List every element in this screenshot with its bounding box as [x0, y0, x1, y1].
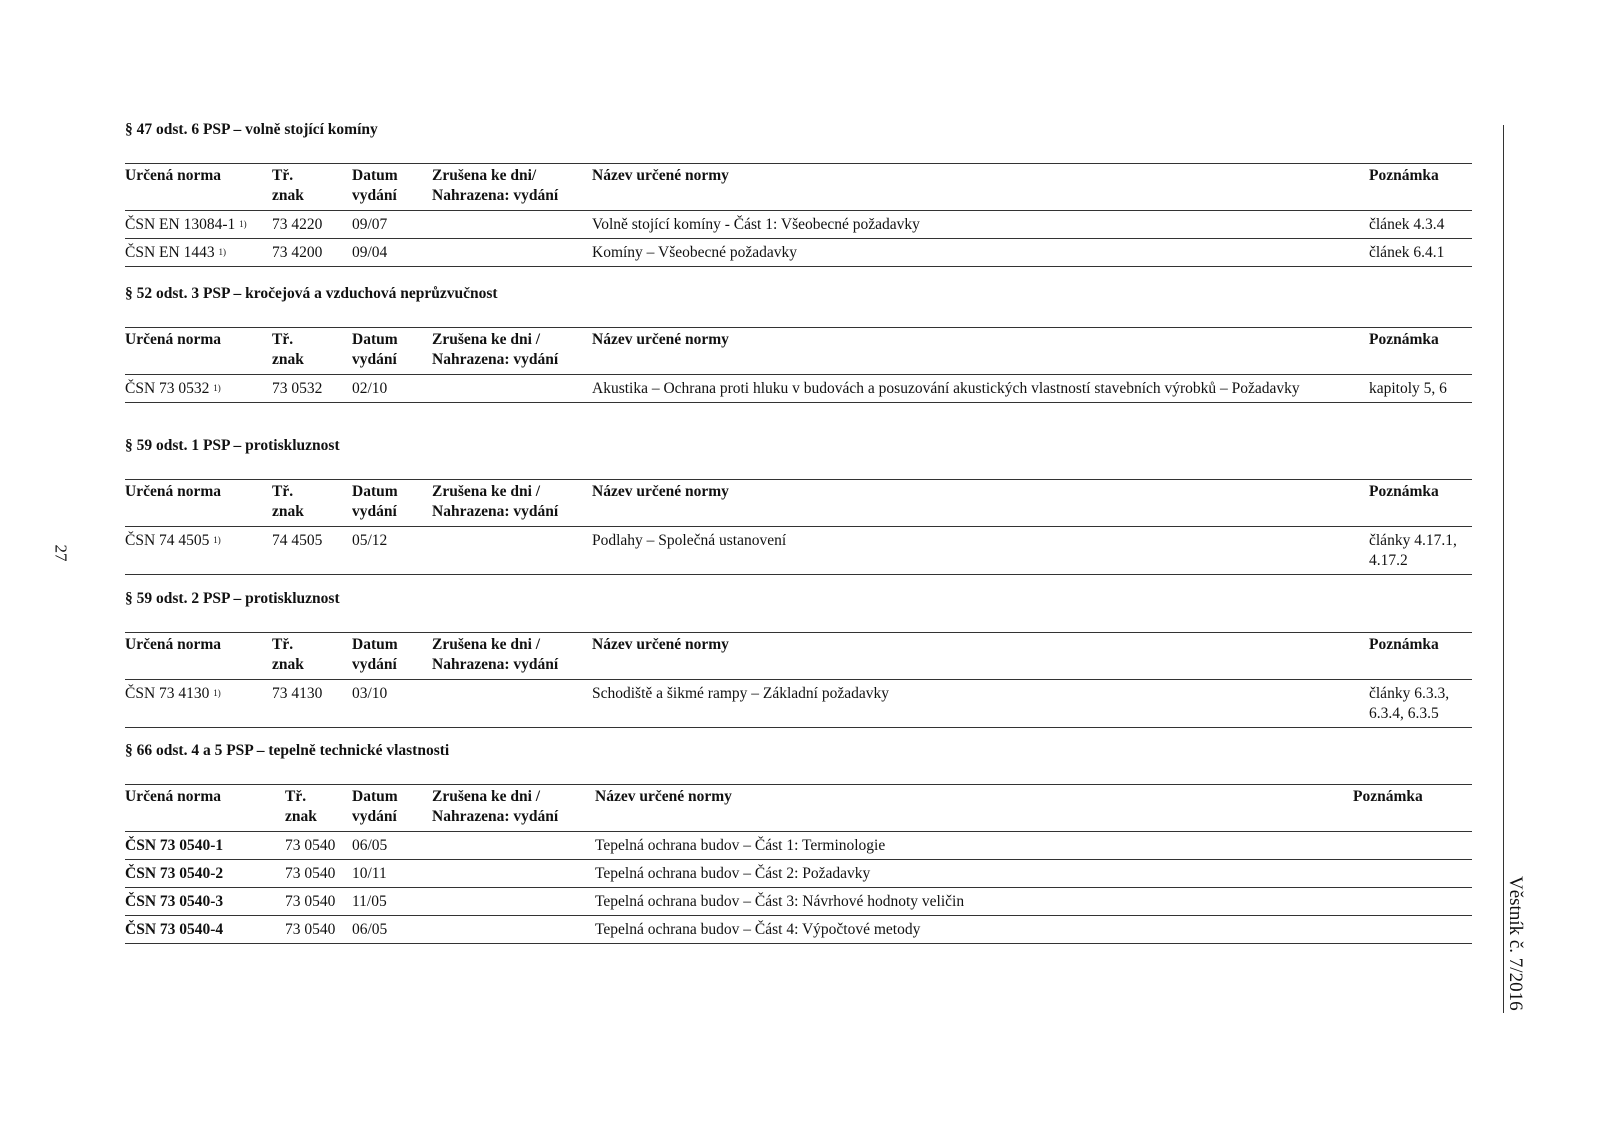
table-header-row	[125, 480, 1472, 527]
norm-table	[125, 784, 1472, 944]
table-header-row	[125, 328, 1472, 375]
norm-table	[125, 479, 1472, 575]
cell-zrusena	[432, 832, 595, 860]
cell-trida: 73 4200	[272, 239, 352, 267]
header-norma: Určená norma	[125, 633, 272, 680]
cell-datum: 06/05	[352, 916, 432, 944]
header-poznamka: Poznámka	[1369, 328, 1472, 375]
cell-poznamka	[1353, 860, 1472, 888]
cell-zrusena	[432, 888, 595, 916]
cell-nazev: Schodiště a šikmé rampy – Základní požadavky	[592, 680, 1369, 728]
header-trida: Tř. znak	[285, 785, 352, 832]
cell-norma: ČSN 73 0540-3	[125, 888, 285, 916]
cell-nazev: Volně stojící komíny - Část 1: Všeobecné požadavky	[592, 211, 1369, 239]
cell-datum: 05/12	[352, 527, 432, 575]
header-nazev: Název určené normy	[592, 480, 1369, 527]
table-row	[125, 860, 1472, 888]
cell-trida: 73 4220	[272, 211, 352, 239]
table-header-row	[125, 785, 1472, 832]
section-heading: § 59 odst. 1 PSP – protiskluznost	[125, 437, 340, 454]
cell-datum: 10/11	[352, 860, 432, 888]
cell-norma: ČSN 73 4130 $^{1)}$	[125, 680, 272, 728]
cell-zrusena	[432, 680, 592, 728]
cell-poznamka: kapitoly 5, 6	[1369, 375, 1472, 403]
table-row	[125, 916, 1472, 944]
cell-zrusena	[432, 860, 595, 888]
section-heading: § 47 odst. 6 PSP – volně stojící komíny	[125, 121, 378, 138]
header-nazev: Název určené normy	[592, 328, 1369, 375]
header-trida: Tř. znak	[272, 328, 352, 375]
cell-poznamka: články 6.3.3, 6.3.4, 6.3.5	[1369, 680, 1472, 728]
cell-datum: 09/04	[352, 239, 432, 267]
norm-table	[125, 632, 1472, 728]
header-nazev: Název určené normy	[592, 633, 1369, 680]
table-row	[125, 527, 1472, 575]
header-trida: Tř. znak	[272, 633, 352, 680]
cell-nazev: Tepelná ochrana budov – Část 3: Návrhové hodnoty veličin	[595, 888, 1353, 916]
cell-poznamka: článek 6.4.1	[1369, 239, 1472, 267]
header-poznamka: Poznámka	[1369, 164, 1472, 211]
cell-trida: 74 4505	[272, 527, 352, 575]
header-norma: Určená norma	[125, 785, 285, 832]
header-datum: Datum vydání	[352, 328, 432, 375]
cell-trida: 73 0540	[285, 860, 352, 888]
table-header-row	[125, 633, 1472, 680]
cell-poznamka	[1353, 832, 1472, 860]
cell-nazev: Tepelná ochrana budov – Část 2: Požadavky	[595, 860, 1353, 888]
section-heading: § 66 odst. 4 a 5 PSP – tepelně technické vlastnosti	[125, 742, 450, 759]
table-row	[125, 888, 1472, 916]
section-heading: § 59 odst. 2 PSP – protiskluznost	[125, 590, 340, 607]
header-zrusena: Zrušena ke dni / Nahrazena: vydání	[432, 633, 592, 680]
cell-nazev: Tepelná ochrana budov – Část 1: Terminologie	[595, 832, 1353, 860]
cell-datum: 03/10	[352, 680, 432, 728]
cell-datum: 02/10	[352, 375, 432, 403]
cell-nazev: Podlahy – Společná ustanovení	[592, 527, 1369, 575]
cell-norma: ČSN 73 0532 $^{1)}$	[125, 375, 272, 403]
cell-nazev: Akustika – Ochrana proti hluku v budovách a posuzování akustických vlastností stavebních výrobků – Požadavky	[592, 375, 1369, 403]
cell-nazev: Tepelná ochrana budov – Část 4: Výpočtové metody	[595, 916, 1353, 944]
header-trida: Tř. znak	[272, 480, 352, 527]
header-datum: Datum vydání	[352, 785, 432, 832]
table-row	[125, 832, 1472, 860]
cell-norma: ČSN EN 13084-1 $^{1)}$	[125, 211, 272, 239]
header-poznamka: Poznámka	[1353, 785, 1472, 832]
cell-norma: ČSN 73 0540-4	[125, 916, 285, 944]
cell-norma: ČSN 73 0540-2	[125, 860, 285, 888]
cell-poznamka: článek 4.3.4	[1369, 211, 1472, 239]
cell-trida: 73 0540	[285, 916, 352, 944]
cell-zrusena	[432, 527, 592, 575]
cell-datum: 09/07	[352, 211, 432, 239]
journal-title: Věstník č. 7/2016	[1505, 876, 1526, 1011]
cell-norma: ČSN 73 0540-1	[125, 832, 285, 860]
header-zrusena: Zrušena ke dni/ Nahrazena: vydání	[432, 164, 592, 211]
header-poznamka: Poznámka	[1369, 480, 1472, 527]
cell-zrusena	[432, 211, 592, 239]
table-row	[125, 375, 1472, 403]
cell-datum: 06/05	[352, 832, 432, 860]
table-header-row	[125, 164, 1472, 211]
header-nazev: Název určené normy	[592, 164, 1369, 211]
cell-norma: ČSN EN 1443 $^{1)}$	[125, 239, 272, 267]
header-nazev: Název určené normy	[595, 785, 1353, 832]
header-datum: Datum vydání	[352, 633, 432, 680]
cell-trida: 73 0540	[285, 888, 352, 916]
header-datum: Datum vydání	[352, 480, 432, 527]
cell-poznamka: články 4.17.1, 4.17.2	[1369, 527, 1472, 575]
table-row	[125, 211, 1472, 239]
cell-zrusena	[432, 239, 592, 267]
cell-nazev: Komíny – Všeobecné požadavky	[592, 239, 1369, 267]
header-datum: Datum vydání	[352, 164, 432, 211]
cell-poznamka	[1353, 888, 1472, 916]
header-zrusena: Zrušena ke dni / Nahrazena: vydání	[432, 328, 592, 375]
cell-trida: 73 0532	[272, 375, 352, 403]
header-trida: Tř. znak	[272, 164, 352, 211]
header-zrusena: Zrušena ke dni / Nahrazena: vydání	[432, 785, 595, 832]
table-row	[125, 239, 1472, 267]
cell-zrusena	[432, 916, 595, 944]
cell-poznamka	[1353, 916, 1472, 944]
header-zrusena: Zrušena ke dni / Nahrazena: vydání	[432, 480, 592, 527]
norm-table	[125, 163, 1472, 267]
header-poznamka: Poznámka	[1369, 633, 1472, 680]
header-norma: Určená norma	[125, 164, 272, 211]
cell-trida: 73 4130	[272, 680, 352, 728]
section-heading: § 52 odst. 3 PSP – kročejová a vzduchová neprůzvučnost	[125, 285, 498, 302]
table-row	[125, 680, 1472, 728]
page-number: 27	[51, 544, 71, 562]
header-norma: Určená norma	[125, 328, 272, 375]
cell-datum: 11/05	[352, 888, 432, 916]
norm-table	[125, 327, 1472, 403]
header-norma: Určená norma	[125, 480, 272, 527]
cell-trida: 73 0540	[285, 832, 352, 860]
cell-norma: ČSN 74 4505 $^{1)}$	[125, 527, 272, 575]
cell-zrusena	[432, 375, 592, 403]
